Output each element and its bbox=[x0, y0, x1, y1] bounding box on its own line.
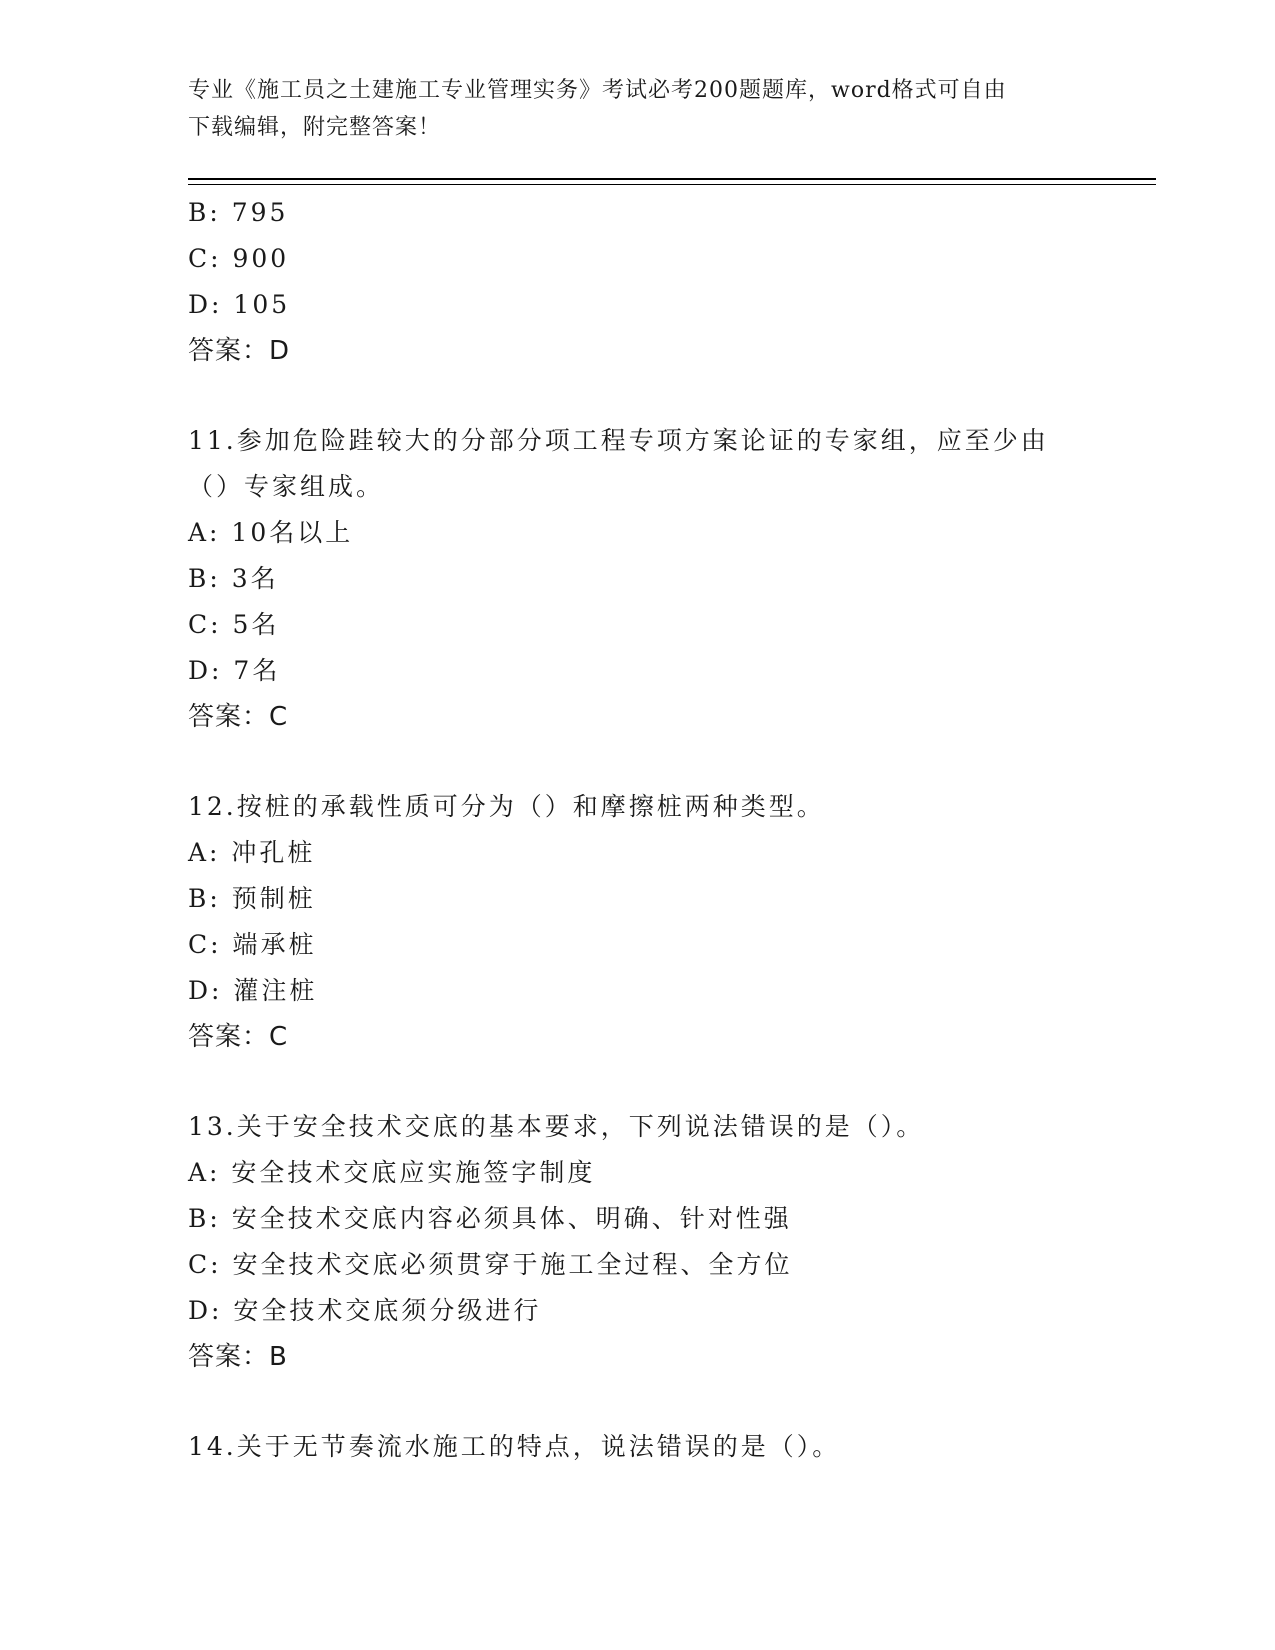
question-list bbox=[188, 190, 1108, 1470]
option-a: A: 安全技术交底应实施签字制度 bbox=[188, 1158, 596, 1187]
question-stem: 12.按桩的承载性质可分为（）和摩擦桩两种类型。 bbox=[188, 792, 825, 821]
header-line-1: 专业《施工员之土建施工专业管理实务》考试必考200题题库，word格式可自由 bbox=[188, 78, 1007, 103]
option-b: B: 3名 bbox=[188, 564, 279, 593]
question-12 bbox=[188, 784, 1108, 1060]
option-c: C: 安全技术交底必须贯穿于施工全过程、全方位 bbox=[188, 1250, 793, 1279]
option-d: D: 安全技术交底须分级进行 bbox=[188, 1296, 542, 1325]
question-stem: 14.关于无节奏流水施工的特点，说法错误的是（）。 bbox=[188, 1432, 841, 1461]
question-14 bbox=[188, 1424, 1108, 1470]
option-d: D: 105 bbox=[188, 290, 291, 319]
option-b: B: 795 bbox=[188, 198, 289, 227]
prev-question-block bbox=[188, 190, 1108, 374]
question-stem: 13.关于安全技术交底的基本要求，下列说法错误的是（）。 bbox=[188, 1112, 925, 1141]
question-stem: 11.参加危险跬较大的分部分项工程专项方案论证的专家组，应至少由 bbox=[188, 426, 1049, 455]
answer-line: 答案：D bbox=[188, 336, 291, 366]
question-13 bbox=[188, 1104, 1108, 1380]
option-a: A: 10名以上 bbox=[188, 518, 354, 547]
document-header bbox=[188, 72, 1088, 146]
option-a: A: 冲孔桩 bbox=[188, 838, 316, 867]
answer-line: 答案：C bbox=[188, 702, 289, 732]
answer-line: 答案：B bbox=[188, 1342, 288, 1372]
question-stem-cont: （）专家组成。 bbox=[188, 472, 385, 501]
header-line-2: 下载编辑，附完整答案！ bbox=[188, 115, 442, 140]
option-b: B: 预制桩 bbox=[188, 884, 316, 913]
option-b: B: 安全技术交底内容必须具体、明确、针对性强 bbox=[188, 1204, 792, 1233]
header-divider-thin bbox=[188, 184, 1156, 185]
option-c: C: 900 bbox=[188, 244, 290, 273]
option-c: C: 5名 bbox=[188, 610, 280, 639]
option-d: D: 灌注桩 bbox=[188, 976, 318, 1005]
question-11 bbox=[188, 418, 1108, 740]
header-divider bbox=[188, 178, 1156, 180]
answer-line: 答案：C bbox=[188, 1022, 289, 1052]
option-c: C: 端承桩 bbox=[188, 930, 317, 959]
option-d: D: 7名 bbox=[188, 656, 281, 685]
